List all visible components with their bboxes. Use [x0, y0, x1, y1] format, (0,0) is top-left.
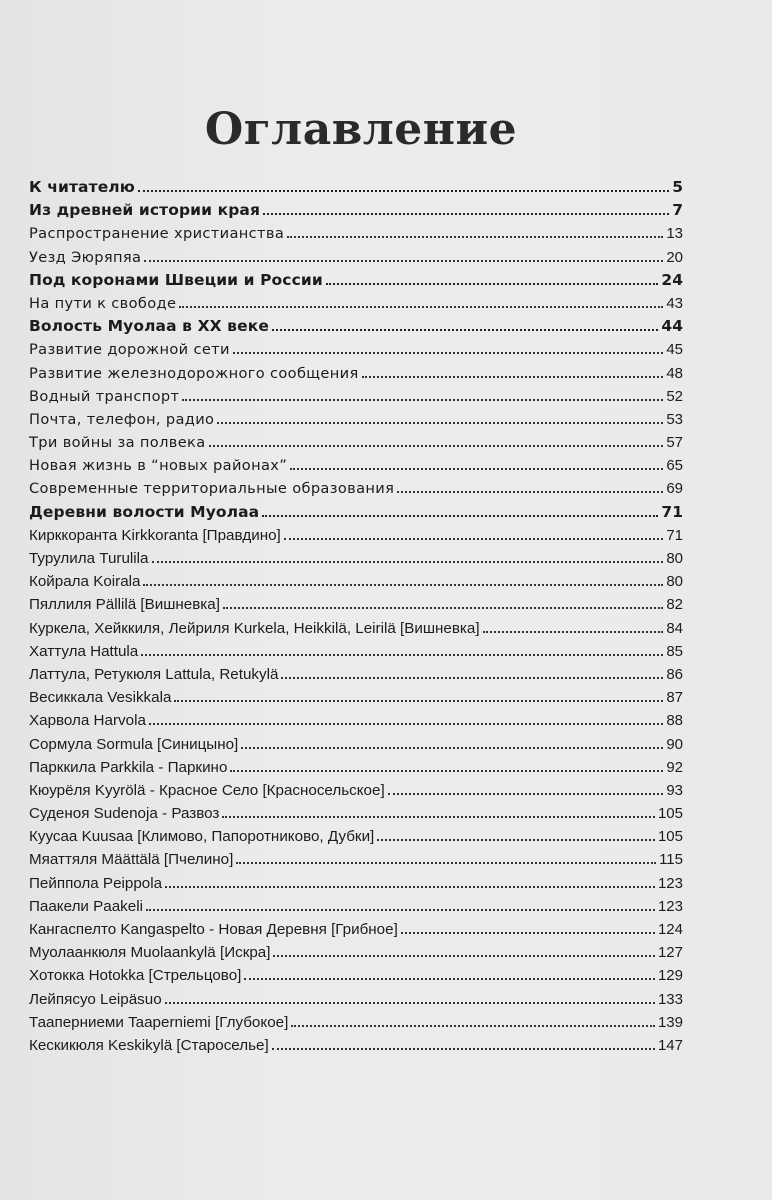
toc-entry: [29, 477, 683, 500]
toc-entry-label: Сормула Sormula [Синицыно]: [29, 735, 239, 753]
toc-entry: [29, 663, 683, 686]
dot-leader: [263, 199, 669, 215]
toc-entry-label: Муолаанкюля Muolaankylä [Искра]: [29, 944, 271, 962]
toc-entry-label: Куркела, Хейккиля, Лейриля Kurkela, Heikkilä, Leirilä [Вишневка]: [29, 619, 480, 637]
toc-entry: [29, 964, 683, 987]
toc-entry-label: Новая жизнь в “новых районах”: [29, 457, 288, 475]
dot-leader: [284, 524, 664, 540]
toc-entry: [29, 199, 683, 222]
toc-entry: [29, 825, 683, 848]
dot-leader: [397, 477, 663, 493]
dot-leader: [138, 176, 669, 192]
dot-leader: [223, 593, 663, 609]
toc-entry: [29, 686, 683, 709]
toc-entry: [29, 779, 683, 802]
dot-leader: [182, 385, 663, 401]
dot-leader: [262, 501, 658, 517]
toc-entry: [29, 292, 683, 315]
dot-leader: [272, 315, 658, 331]
toc-entry-page: 84: [666, 619, 683, 637]
dot-leader: [281, 663, 663, 679]
toc-entry-label: Латтула, Ретукюля Lattula, Retukylä: [29, 665, 279, 683]
toc-entry-page: 13: [666, 225, 683, 243]
toc-entry-label: Весиккала Vesikkala: [29, 689, 172, 707]
toc-entry: [29, 593, 683, 616]
toc-entry: [29, 408, 683, 431]
toc-entry: [29, 222, 683, 245]
toc-entry: [29, 848, 683, 871]
dot-leader: [362, 362, 664, 378]
toc-entry: [29, 315, 683, 338]
toc-entry-page: 115: [659, 851, 683, 869]
toc-entry: [29, 640, 683, 663]
dot-leader: [401, 918, 655, 934]
toc-entry-page: 52: [666, 387, 683, 405]
dot-leader: [377, 825, 655, 841]
toc-entry-label: Пяллиля Pällilä [Вишневка]: [29, 596, 220, 614]
dot-leader: [146, 895, 655, 911]
toc-entry: [29, 362, 683, 385]
toc-entry-label: К читателю: [29, 178, 135, 196]
toc-entry-page: 69: [666, 480, 683, 498]
toc-entry-label: Лейпясуо Leipäsuo: [29, 990, 162, 1008]
toc-entry-label: Под коронами Швеции и России: [29, 270, 323, 289]
toc-entry-page: 92: [666, 758, 683, 776]
toc-entry-page: 5: [672, 178, 683, 196]
dot-leader: [217, 408, 663, 424]
toc-entry: [29, 802, 683, 825]
toc-entry-page: 127: [657, 944, 683, 962]
toc-entry: [29, 941, 683, 964]
toc-entry-label: Кескикюля Keskikylä [Староселье]: [29, 1036, 269, 1054]
toc-entry: [29, 524, 683, 547]
toc-entry-label: Волость Муолаа в XX веке: [29, 317, 269, 336]
toc-entry: [29, 733, 683, 756]
toc-entry-label: Турулила Turulila: [29, 550, 149, 567]
dot-leader: [233, 338, 663, 354]
toc-entry-page: 105: [657, 828, 683, 846]
dot-leader: [165, 872, 655, 888]
dot-leader: [388, 779, 664, 795]
toc-entry-page: 65: [666, 457, 683, 475]
toc-entry-label: Водный транспорт: [29, 387, 180, 405]
toc-entry-page: 105: [657, 805, 683, 823]
toc-entry-page: 48: [666, 364, 683, 382]
dot-leader: [244, 964, 655, 980]
toc-entry: [29, 756, 683, 779]
toc-entry-label: Харвола Harvola: [29, 712, 146, 730]
dot-leader: [144, 246, 663, 262]
toc-entry: [29, 1011, 683, 1034]
toc-entry: [29, 918, 683, 941]
toc-entry: [29, 709, 683, 732]
toc-entry-page: 88: [666, 712, 683, 730]
dot-leader: [287, 222, 663, 238]
toc-entry-page: 85: [666, 642, 683, 660]
table-of-contents: [29, 176, 683, 1057]
toc-entry-label: Койрала Koirala: [29, 573, 141, 591]
toc-entry-page: 80: [666, 573, 683, 591]
dot-leader: [230, 756, 663, 772]
toc-entry-label: На пути к свободе: [29, 294, 177, 312]
toc-entry-label: Кирккоранта Kirkkoranta [Правдино]: [29, 526, 281, 544]
toc-entry-page: 53: [666, 410, 683, 428]
toc-entry-page: 80: [666, 550, 683, 567]
dot-leader: [326, 269, 659, 285]
toc-entry-page: 124: [657, 921, 683, 938]
toc-entry-label: Хотокка Hotokka [Стрельцово]: [29, 967, 242, 985]
dot-leader: [241, 733, 663, 749]
dot-leader: [141, 640, 663, 656]
dot-leader: [236, 848, 656, 864]
toc-entry-page: 57: [666, 434, 683, 452]
dot-leader: [152, 547, 664, 563]
toc-entry: [29, 338, 683, 361]
toc-entry-label: Куусаа Kuusaa [Климово, Папоротниково, Дубки]: [29, 828, 375, 846]
dot-leader: [165, 988, 655, 1004]
toc-entry-page: 133: [657, 990, 683, 1008]
toc-entry: [29, 895, 683, 918]
dot-leader: [273, 941, 655, 957]
toc-entry-page: 71: [666, 526, 683, 544]
toc-entry-label: Три войны за полвека: [29, 434, 206, 452]
toc-entry: [29, 269, 683, 292]
toc-entry-label: Уезд Эюряпяа: [29, 248, 142, 266]
toc-entry-page: 45: [666, 341, 683, 359]
dot-leader: [174, 686, 663, 702]
toc-entry-page: 123: [657, 897, 683, 915]
toc-entry-label: Тааперниеми Taaperniemi [Глубокое]: [29, 1013, 289, 1031]
toc-entry-label: Кангаспелто Kangaspelto - Новая Деревня [Грибное]: [29, 921, 398, 938]
toc-entry-label: Парккила Parkkila - Паркино: [29, 758, 228, 776]
toc-entry-page: 43: [666, 294, 683, 312]
toc-entry-label: Пейппола Peippola: [29, 874, 163, 892]
toc-entry-label: Паакели Paakeli: [29, 897, 143, 915]
toc-entry-label: Современные территориальные образования: [29, 480, 395, 498]
toc-entry: [29, 1034, 683, 1057]
toc-entry-label: Мяаттяля Määttälä [Пчелино]: [29, 851, 234, 869]
toc-entry-label: Хаттула Hattula: [29, 642, 139, 660]
dot-leader: [143, 570, 663, 586]
toc-entry: [29, 617, 683, 640]
toc-entry-page: 71: [661, 502, 683, 521]
toc-entry: [29, 431, 683, 454]
toc-entry-page: 7: [672, 201, 683, 220]
toc-entry: [29, 454, 683, 477]
toc-entry-page: 139: [657, 1013, 683, 1031]
toc-entry-label: Кюурёля Kyyrölä - Красное Село [Красносельское]: [29, 781, 385, 799]
toc-entry-page: 129: [657, 967, 683, 985]
dot-leader: [209, 431, 664, 447]
toc-entry-label: Распространение христианства: [29, 225, 285, 243]
toc-entry: [29, 176, 683, 199]
toc-entry: [29, 385, 683, 408]
toc-entry-page: 93: [666, 781, 683, 799]
toc-entry-page: 90: [666, 735, 683, 753]
toc-entry-page: 87: [666, 689, 683, 707]
dot-leader: [291, 1011, 655, 1027]
toc-entry-label: Почта, телефон, радио: [29, 410, 215, 428]
toc-entry: [29, 570, 683, 593]
toc-entry: [29, 501, 683, 524]
toc-entry-page: 86: [666, 665, 683, 683]
dot-leader: [179, 292, 663, 308]
toc-entry-page: 20: [666, 248, 683, 266]
toc-entry: [29, 547, 683, 570]
dot-leader: [149, 709, 663, 725]
toc-entry-label: Развитие дорожной сети: [29, 341, 230, 359]
toc-entry-label: Развитие железнодорожного сообщения: [29, 364, 359, 382]
dot-leader: [272, 1034, 655, 1050]
toc-entry-page: 147: [657, 1036, 683, 1054]
toc-entry-label: Из древней истории края: [29, 201, 261, 220]
toc-entry-label: Суденоя Sudenoja - Развоз: [29, 805, 220, 823]
dot-leader: [222, 802, 655, 818]
dot-leader: [290, 454, 663, 470]
toc-entry: [29, 246, 683, 269]
toc-entry: [29, 988, 683, 1011]
toc-entry: [29, 872, 683, 895]
page-title: Оглавление: [204, 104, 518, 155]
toc-entry-page: 24: [661, 270, 683, 289]
toc-entry-page: 44: [661, 317, 683, 336]
toc-entry-page: 82: [666, 596, 683, 614]
toc-entry-page: 123: [657, 874, 683, 892]
dot-leader: [483, 617, 664, 633]
toc-entry-label: Деревни волости Муолаа: [29, 502, 260, 521]
